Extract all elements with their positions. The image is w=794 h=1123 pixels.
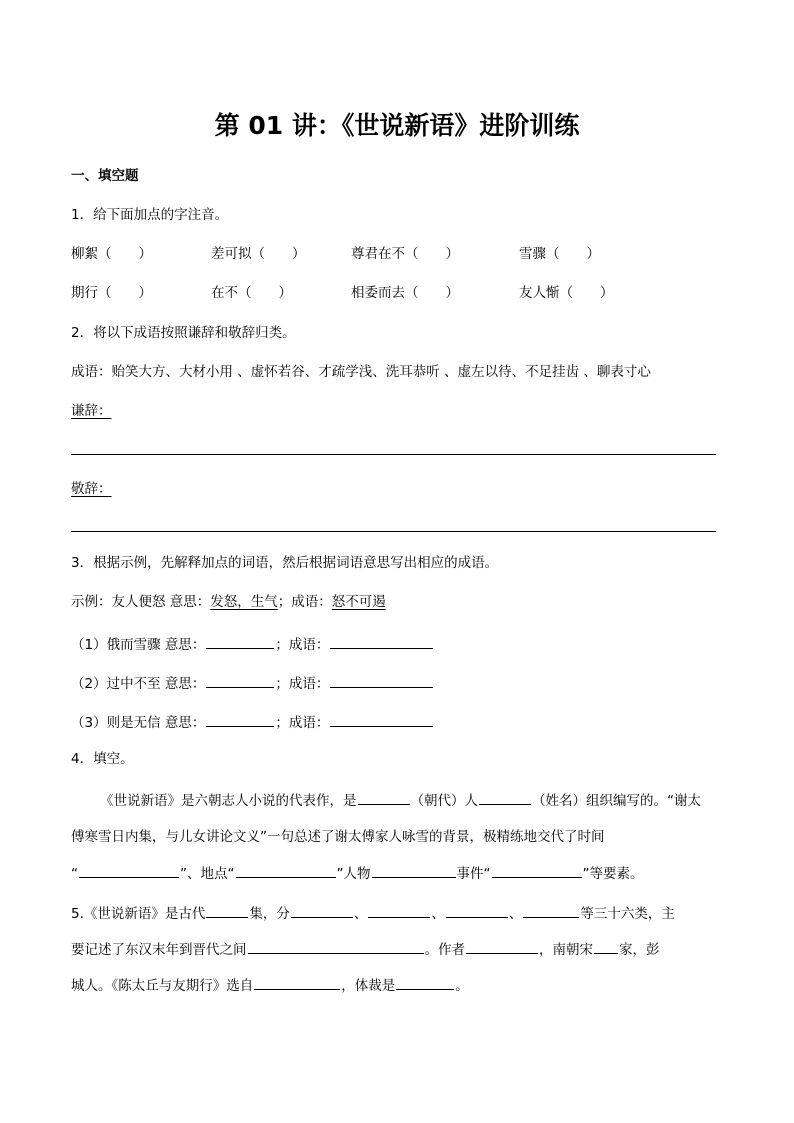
section-heading: 一、填空题 [71, 168, 139, 184]
blank[interactable] [206, 714, 274, 727]
blank[interactable] [466, 941, 538, 954]
q4-line [100, 792, 701, 809]
blank[interactable] [248, 941, 424, 954]
q5-text: 。作者 [424, 942, 465, 958]
q3-item [71, 636, 434, 653]
q5-line [71, 905, 675, 922]
blank[interactable] [236, 865, 336, 878]
example-prefix: 示例：友人便怒 意思： [71, 594, 211, 610]
answer-line [71, 531, 716, 532]
q5-text: ，南朝宋 [539, 942, 593, 958]
q3-mid: ；成语： [275, 715, 330, 731]
blank[interactable] [79, 865, 179, 878]
example-mid: ；成语： [277, 594, 332, 610]
q5-text: 、 [431, 906, 445, 922]
blank[interactable] [368, 905, 430, 918]
q4-text: 事件“ [456, 866, 491, 882]
blank[interactable] [358, 792, 410, 805]
q4-text: ”、地点“ [180, 866, 235, 882]
q1-item: 在不（ ） [211, 285, 292, 301]
blank[interactable] [372, 865, 456, 878]
humble-label: 谦辞： [71, 403, 112, 419]
q4-text: （朝代）人 [410, 793, 478, 809]
blank[interactable] [206, 675, 274, 688]
q4-line [71, 865, 644, 882]
blank[interactable] [254, 977, 340, 990]
q1-item: 差可拟（ ） [211, 246, 306, 262]
q2-stem: 2．将以下成语按照谦辞和敬辞归类。 [71, 325, 296, 341]
q4-text: 《世说新语》是六朝志人小说的代表作，是 [100, 793, 357, 809]
q2-idioms: 成语：贻笑大方、大材小用 、虚怀若谷、才疏学浅、洗耳恭听 、虚左以待、不足挂齿 、聊表寸心 [71, 364, 651, 380]
q4-text: “ [71, 866, 78, 882]
q3-item-label: （1）俄而雪骤 意思： [71, 637, 206, 653]
q5-text: 、 [353, 906, 368, 922]
q5-text: ，体裁是 [341, 978, 396, 994]
q5-text: 5.《世说新语》是古代 [71, 906, 206, 922]
q5-text: 要记述了东汉末年到晋代之间 [71, 942, 247, 958]
q1-item: 尊君在不（ ） [351, 246, 459, 262]
example-idiom: 怒不可遏 [331, 594, 386, 610]
respect-label: 敬辞： [71, 481, 112, 497]
blank[interactable] [594, 941, 618, 954]
q1-item: 期行（ ） [71, 285, 152, 301]
q1-item: 相委而去（ ） [351, 285, 459, 301]
q3-example [71, 596, 386, 610]
q5-text: 。 [455, 978, 469, 994]
q3-item [71, 714, 434, 731]
blank[interactable] [396, 977, 454, 990]
blank[interactable] [330, 636, 433, 649]
q4-text: ”人物 [336, 866, 371, 882]
q3-mid: ；成语： [275, 637, 330, 653]
q1-item: 友人惭（ ） [519, 285, 614, 301]
q4-text: ”等要素。 [582, 866, 644, 882]
q4-stem: 4．填空。 [71, 751, 134, 767]
q4-line: 傅寒雪日内集，与儿女讲论文义”一句总述了谢太傅家人咏雪的背景，极精练地交代了时间 [71, 829, 605, 845]
answer-line [71, 454, 716, 455]
page-title: 第 01 讲：《世说新语》进阶训练 [214, 111, 580, 140]
q5-text: 集，分 [249, 906, 290, 922]
blank[interactable] [330, 714, 433, 727]
q3-stem: 3．根据示例，先解释加点的词语，然后根据词语意思写出相应的成语。 [71, 555, 499, 571]
blank[interactable] [291, 905, 353, 918]
blank[interactable] [479, 792, 531, 805]
q5-line [71, 977, 469, 994]
q1-item: 柳絮（ ） [71, 246, 152, 262]
q1-stem: 1．给下面加点的字注音。 [71, 207, 229, 223]
q3-item [71, 675, 434, 692]
blank[interactable] [523, 905, 579, 918]
blank[interactable] [206, 905, 248, 918]
q3-mid: ；成语： [275, 676, 330, 692]
q5-text: 、 [508, 906, 523, 922]
blank[interactable] [206, 636, 274, 649]
q1-item: 雪骤（ ） [519, 246, 600, 262]
q4-text: （姓名）组织编写的。“谢太 [532, 793, 701, 809]
q3-item-label: （2）过中不至 意思： [71, 676, 206, 692]
blank[interactable] [446, 905, 508, 918]
q5-text: 等三十六类，主 [580, 906, 675, 922]
q3-item-label: （3）则是无信 意思： [71, 715, 206, 731]
blank[interactable] [330, 675, 433, 688]
q5-text: 家，彭 [619, 942, 660, 958]
q5-line [71, 941, 660, 958]
q5-text: 城人。《陈太丘与友期行》选自 [71, 978, 254, 994]
example-meaning: 发怒，生气 [210, 594, 278, 610]
blank[interactable] [492, 865, 582, 878]
